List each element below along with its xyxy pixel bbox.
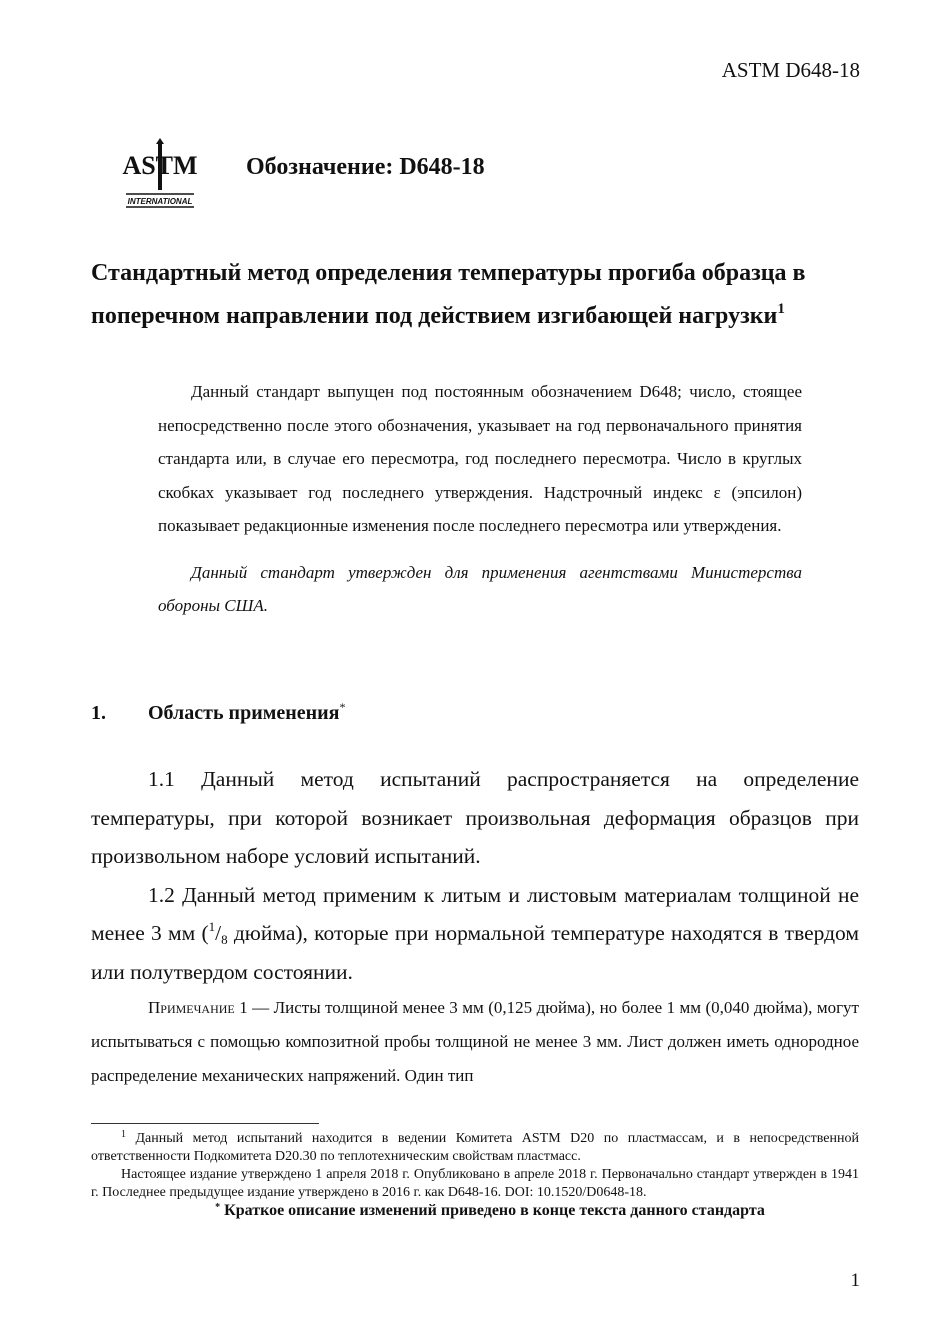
logo-text-top: ASTM	[122, 151, 198, 180]
section-title: Область применения	[148, 702, 340, 724]
title-footnote-mark: 1	[777, 301, 785, 317]
section-mark: *	[339, 700, 346, 714]
footnote-2-mark: *	[215, 1202, 221, 1213]
footnote-2-text: Краткое описание изменений приведено в конце текста данного стандарта	[220, 1202, 765, 1219]
frac-denominator: 8	[221, 932, 228, 947]
note-paragraph	[91, 991, 859, 1093]
paragraph-1-2	[91, 876, 859, 992]
page-number: 1	[850, 1270, 860, 1291]
footnote-1-text: Данный метод испытаний находится в ведении Комитета ASTM D20 по пластмассам, и в непосредственной ответственности Подкомитета D20.30 по теплотехническим свойствам пластмасс.	[91, 1131, 859, 1164]
logo-text-bottom: INTERNATIONAL	[127, 197, 193, 206]
frac-separator: /	[215, 921, 222, 945]
section-body	[91, 760, 859, 991]
document-code: ASTM D648-18	[721, 58, 860, 82]
footnote-1-edition: Настоящее издание утверждено 1 апреля 2018 г. Опубликовано в апреле 2018 г. Первоначально стандарт утвержден в 1941 г. Последнее предыдущее издание утверждено в 2016 г. как D648-16. DOI: 10.1520/D0648-18.	[91, 1167, 859, 1200]
notice-paragraph: Данный стандарт выпущен под постоянным обозначением D648; число, стоящее непосредственно после этого обозначения, указывает на год первоначального принятия стандарта или, в случае его пересмотра, год последнего пересмотра. Число в круглых скобках указывает год последнего утверждения. Надстрочный индекс ε (эпсилон) показывает редакционные изменения после последнего пересмотра или утверждения.	[158, 382, 802, 535]
footnote-2	[91, 1202, 859, 1220]
p12-before: 1.2 Данный метод применим к литым и листовым материалам толщиной не менее 3 мм (	[91, 882, 859, 945]
note-text: — Листы толщиной менее 3 мм (0,125 дюйма), но более 1 мм (0,040 дюйма), могут испытываться с помощью композитной пробы толщиной не менее 3 мм. Лист должен иметь однородное распределение механических напряжений. Один тип	[91, 998, 859, 1085]
title-line-1: Стандартный метод определения температуры прогиба образца в	[91, 260, 806, 286]
footnotes	[91, 1130, 859, 1220]
designation: Обозначение: D648-18	[246, 154, 485, 180]
footnote-1-mark: 1	[121, 1129, 126, 1140]
paragraph-1-1: 1.1 Данный метод испытаний распространяется на определение температуры, при которой возникает произвольная деформация образцов при произвольном наборе условий испытаний.	[91, 767, 859, 868]
section-number: 1.	[91, 702, 106, 724]
title-line-2-text: поперечном направлении под действием изгибающей нагрузки	[91, 303, 778, 329]
frac-numerator: 1	[208, 919, 216, 934]
title-line-2	[91, 295, 871, 338]
standard-notice	[158, 375, 802, 623]
dod-approval-paragraph: Данный стандарт утвержден для применения агентствами Министерства обороны США.	[158, 562, 802, 615]
document-title	[91, 252, 871, 338]
astm-logo-icon	[118, 134, 202, 210]
section-heading	[91, 702, 346, 725]
note-1	[91, 991, 859, 1093]
p12-after: дюйма), которые при нормальной температуре находятся в твердом или полутвердом состоянии.	[91, 921, 859, 984]
note-label: Примечание 1	[148, 998, 248, 1017]
footnote-1	[91, 1130, 859, 1166]
footnote-divider	[91, 1123, 319, 1124]
